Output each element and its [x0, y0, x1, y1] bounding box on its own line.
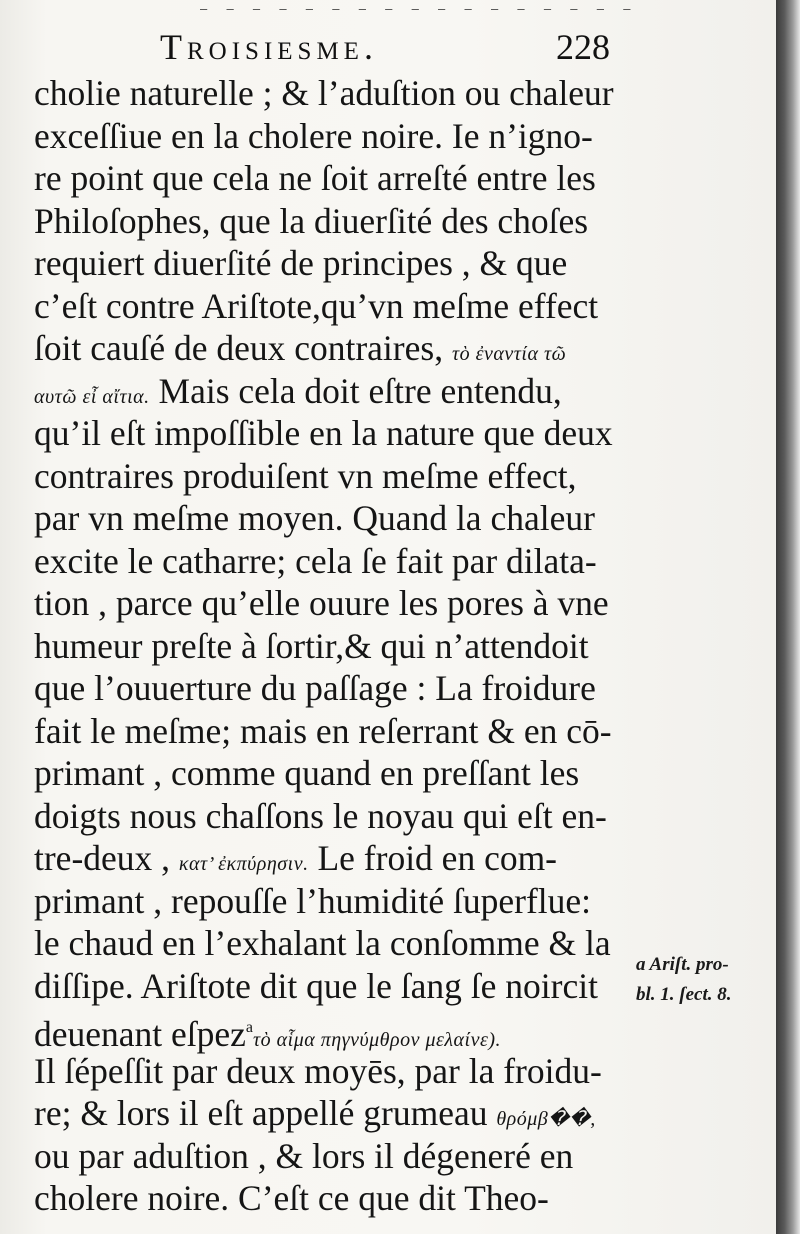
text-line: [34, 880, 624, 923]
line-text: Mais cela doit eſtre entendu,: [149, 370, 562, 411]
text-line: [34, 497, 624, 540]
text-line: [34, 72, 624, 115]
line-text: cholie naturelle ; & l’aduſtion ou chaleur: [34, 73, 614, 113]
line-text: primant , comme quand en preſſant les: [34, 753, 580, 793]
text-line: [34, 1177, 624, 1220]
line-text: tion , parce qu’elle ouure les pores à vne: [34, 583, 609, 623]
marginal-note: [636, 950, 776, 1010]
top-dashes: – – – – – – – – – – – – – – – – –: [200, 2, 637, 16]
text-line: [34, 710, 624, 753]
line-text: re point que cela ne ſoit arreſté entre les: [34, 158, 596, 198]
line-text: qu’il eſt impoſſible en la nature que deux: [34, 413, 613, 453]
line-text: requiert diuerſité de principes , & que: [34, 243, 568, 283]
line-text: doigts nous chaſſons le noyau qui eſt en-: [34, 795, 607, 836]
line-text: ſoit cauſé de deux contraires,: [34, 328, 452, 368]
text-line: [34, 752, 624, 795]
line-text: c’eſt contre Ariſtote,qu’vn meſme effect: [34, 285, 599, 326]
text-line: [34, 922, 624, 965]
line-text: humeur preſte à ſortir,& qui n’attendoit: [34, 625, 589, 666]
line-text: fait le meſme; mais en reſerrant & en cō-: [34, 710, 612, 751]
text-line: [34, 837, 624, 880]
running-header: [160, 26, 630, 76]
body-text: [34, 72, 624, 1220]
line-text: par vn meſme moyen. Quand la chaleur: [34, 498, 595, 538]
greek-phrase: τὸ ἐναντία τῶ: [451, 343, 567, 365]
text-line: [34, 242, 624, 285]
marginal-note-line: a Ariſt. pro-: [636, 954, 729, 975]
line-text: primant , repouſſe l’humidité ſuperflue:: [34, 880, 591, 921]
greek-phrase: κατ’ ἐκπύρησιν.: [178, 853, 309, 875]
line-text: ou par aduſtion , & lors il dégeneré en: [34, 1135, 574, 1176]
line-text: Philoſophes, que la diuerſité des choſes: [34, 200, 589, 241]
text-line: [34, 285, 624, 328]
line-text: Il ſépeſſit par deux moyēs, par la froidu-: [34, 1050, 602, 1091]
line-text: le chaud en l’exhalant la conſomme & la: [34, 923, 611, 963]
text-line: [34, 370, 624, 413]
text-line: [34, 1050, 624, 1093]
text-line: [34, 455, 624, 498]
footnote-marker: a: [245, 1019, 253, 1036]
line-text: que l’ouuerture du paſſage : La froidure: [34, 668, 596, 708]
page-number: 228: [556, 27, 610, 67]
text-line: [34, 1092, 624, 1135]
text-line: [34, 582, 624, 625]
text-line: [34, 965, 624, 1008]
line-text: Le froid en com-: [308, 838, 558, 878]
line-text: exceſſiue en la cholere noire. Ie n’igno-: [34, 115, 593, 156]
text-line: [34, 157, 624, 200]
line-text: tre-deux ,: [34, 838, 179, 878]
text-line: [34, 625, 624, 668]
text-line: [34, 795, 624, 838]
text-line: [34, 412, 624, 455]
greek-phrase: θρόμβ��,: [496, 1108, 596, 1130]
line-text: cholere noire. C’eſt ce que dit Theo-: [34, 1178, 549, 1218]
line-text: excite le catharre; cela ſe fait par dilata-: [34, 540, 597, 581]
text-line: [34, 1135, 624, 1178]
text-line: [34, 327, 624, 370]
text-line: [34, 667, 624, 710]
line-text: contraires produiſent vn meſme effect,: [34, 455, 577, 496]
book-spine: [776, 0, 800, 1234]
text-line: [34, 540, 624, 583]
greek-phrase: τὸ αἷμα πηγνύμθρον μελαίνε).: [253, 1029, 502, 1051]
line-text: deuenant eſpez: [34, 1014, 246, 1054]
line-text: diſſipe. Ariſtote dit que le ſang ſe noircit: [34, 965, 598, 1006]
text-line: [34, 1007, 624, 1054]
line-text: re; & lors il eſt appellé grumeau: [34, 1093, 497, 1133]
marginal-note-line: bl. 1. ſect. 8.: [636, 984, 732, 1005]
running-title: Troisiesme.: [160, 27, 378, 67]
text-line: [34, 200, 624, 243]
text-line: [34, 115, 624, 158]
greek-phrase: αυτῶ εἶ αἴτια.: [34, 385, 150, 408]
